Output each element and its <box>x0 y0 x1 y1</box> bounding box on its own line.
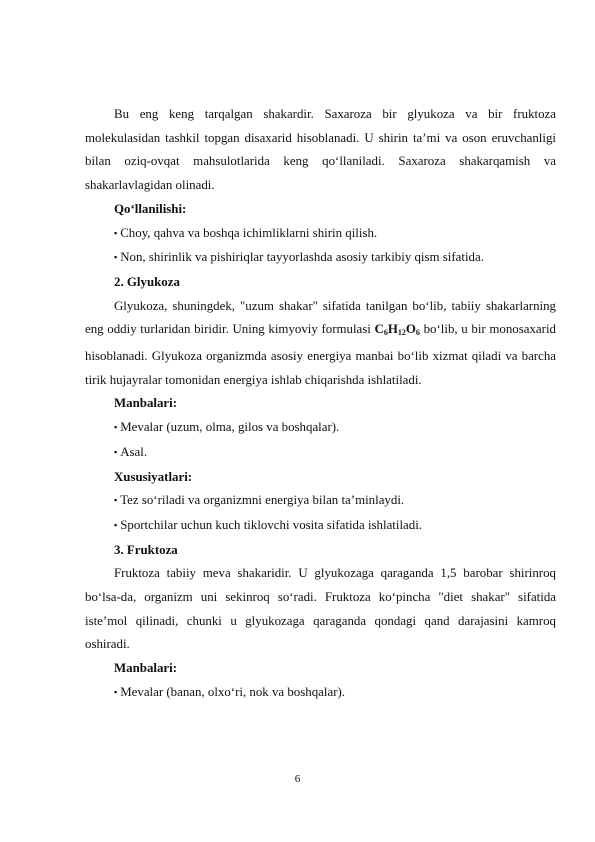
usage-item <box>85 222 556 247</box>
page-number: 6 <box>294 773 301 785</box>
glucose-source-item <box>85 416 556 441</box>
formula-hydrogen: H <box>387 322 398 337</box>
fructose-sources-heading: Manbalari: <box>114 661 178 676</box>
glucose-paragraph <box>85 295 556 393</box>
usage-item <box>85 246 556 271</box>
glucose-sources-heading: Manbalari: <box>114 396 178 411</box>
bullet-icon: ▪ <box>114 686 118 697</box>
glucose-feature-text: Sportchilar uchun kuch tiklovchi vosita sifatida ishlatiladi. <box>120 517 423 532</box>
glucose-feature-item <box>85 514 556 539</box>
glucose-heading: 2. Glyukoza <box>114 274 180 289</box>
intro-paragraph: Bu eng keng tarqalgan shakardir. Saxaroza bir glyukoza va bir fruktoza molekulasidan tashkil topgan disaxarid hisoblanadi. U shirin ta’mi va oson eruvchanligi bilan oziq-ovqat mahsulotlarida keng qo‘llaniladi. Saxaroza shakarqamish va shakarlavlagidan olinadi. <box>85 107 556 193</box>
glucose-source-item <box>85 441 556 466</box>
formula-carbon-count: 6 <box>383 328 388 338</box>
formula-oxygen: O <box>405 322 416 337</box>
bullet-icon: ▪ <box>114 227 118 238</box>
document-page <box>85 103 556 706</box>
usage-item-text: Choy, qahva va boshqa ichimliklarni shirin qilish. <box>120 225 378 240</box>
usage-item-text: Non, shirinlik va pishiriqlar tayyorlashda asosiy tarkibiy qism sifatida. <box>120 250 484 265</box>
glucose-formula <box>375 322 420 336</box>
bullet-icon: ▪ <box>114 252 118 263</box>
glucose-feature-item <box>85 489 556 514</box>
bullet-icon: ▪ <box>114 446 118 457</box>
glucose-features-heading: Xususiyatlari: <box>114 469 193 484</box>
glucose-paragraph-start: Glyukoza, shuningdek, "uzum shakar" sifatida tanilgan bo‘lib, tabiiy shakarlarning eng oddiy turlaridan biridir. Uning kimyoviy formulasi <box>85 298 556 337</box>
formula-carbon: C <box>374 322 384 337</box>
bullet-icon: ▪ <box>114 495 118 506</box>
fructose-source-text: Mevalar (banan, olxo‘ri, nok va boshqalar). <box>120 684 345 699</box>
glucose-feature-text: Tez so‘riladi va organizmni energiya bilan ta’minlaydi. <box>120 493 405 508</box>
usage-heading: Qo‘llanilishi: <box>114 201 187 216</box>
bullet-icon: ▪ <box>114 519 118 530</box>
fructose-heading: 3. Fruktoza <box>114 542 178 557</box>
formula-oxygen-count: 6 <box>415 328 420 338</box>
bullet-icon: ▪ <box>114 422 118 433</box>
fructose-source-item <box>85 681 556 706</box>
fructose-paragraph: Fruktoza tabiiy meva shakaridir. U glyukozaga qaraganda 1,5 barobar shirinroq bo‘lsa-da, organizm uni sekinroq so‘radi. Fruktoza ko‘pincha "diet shakar" sifatida iste’mol qilinadi, chunki u glyukozaga qaraganda qondagi qand darajasini kamroq oshiradi. <box>85 566 556 652</box>
formula-hydrogen-count: 12 <box>397 328 406 338</box>
glucose-source-text: Mevalar (uzum, olma, gilos va boshqalar). <box>120 420 340 435</box>
glucose-source-text: Asal. <box>120 444 148 459</box>
glucose-paragraph-end: bo‘lib, u bir monosaxarid hisoblanadi. Glyukoza organizmda asosiy energiya manbai bo‘lib xizmat qiladi va barcha tirik hujayralar tomonidan energiya ishlab chiqarishda ishlatiladi. <box>85 322 556 387</box>
